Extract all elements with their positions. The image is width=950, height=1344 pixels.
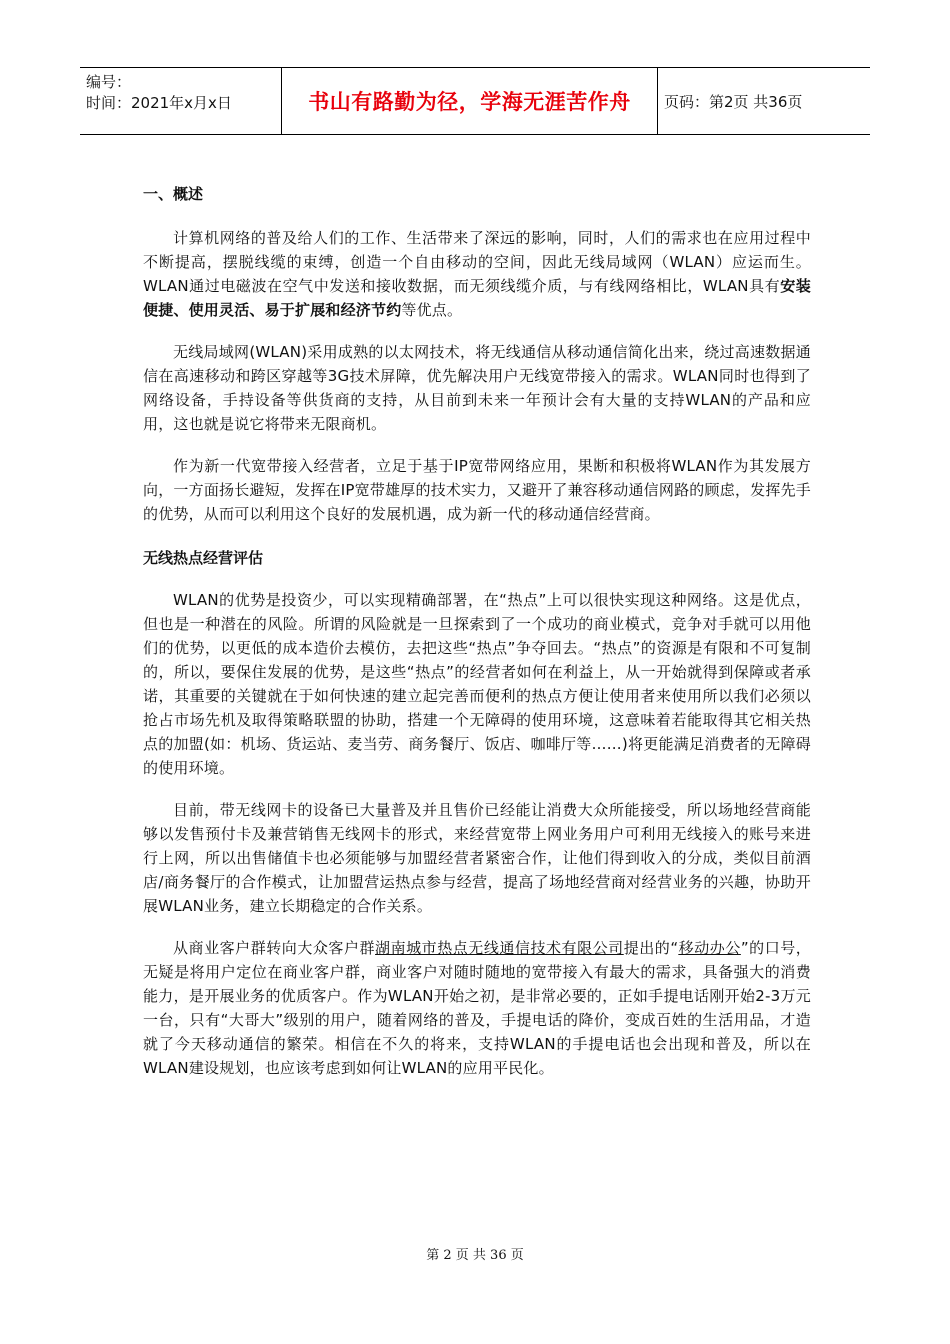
paragraph-4: WLAN的优势是投资少，可以实现精确部署，在“热点”上可以很快实现这种网络。这是优点，但也是一种潜在的风险。所谓的风险就是一旦探索到了一个成功的商业模式，竞争对手就可以用他们的优势，以更低的成本造价去模仿，去把这些“热点”争夺回去。“热点”的资源是有限和不可复制的，所以，要保住发展的优势，是这些“热点”的经营者如何在利益上，从一开始就得到保障或者承诺，其重要的关键就在于如何快速的建立起完善而便利的热点方便让使用者来使用所以我们必须以抢占市场先机及取得策略联盟的协助，搭建一个无障碍的使用环境，这意味着若能取得其它相关热点的加盟(如：机场、货运站、麦当劳、商务餐厅、饭店、咖啡厅等……)将更能满足消费者的无障碍的使用环境。: [143, 591, 811, 777]
paragraph-2: 无线局域网(WLAN)采用成熟的以太网技术，将无线通信从移动通信简化出来，绕过高速数据通信在高速移动和跨区穿越等3G技术屏障，优先解决用户无线宽带接入的需求。WLAN同时也得到了网络设备，手持设备等供货商的支持，从目前到未来一年预计会有大量的支持WLAN的产品和应用，这也就是说它将带来无限商机。: [143, 343, 811, 433]
section-title-overview: 一、概述: [143, 185, 204, 203]
document-number-label: 编号：: [86, 73, 132, 91]
document-body: [143, 180, 811, 1098]
paragraph-1: [143, 226, 811, 322]
paragraph-6: [143, 936, 811, 1080]
paragraph-1-bold: 安装便捷、使用灵活、易于扩展和经济节约: [143, 277, 812, 319]
paragraph-1-text-b: 等优点。: [401, 301, 463, 319]
company-link[interactable]: 湖南城市热点无线通信技术有限公司: [375, 939, 624, 957]
document-time-label: 时间：2021年x月x日: [86, 94, 232, 112]
page-footer: 第 2 页 共 36 页: [426, 1248, 524, 1263]
header-page-number: 页码：第2页 共36页: [664, 92, 803, 111]
mobile-office-link[interactable]: 移动办公: [678, 939, 741, 957]
paragraph-6-text-c: ”的口号，无疑是将用户定位在商业客户群，商业客户对随时随地的宽带接入有最大的需求，具备强大的消费能力，是开展业务的优质客户。作为WLAN开始之初，是非常必要的，正如手提电话刚开始2-3万元一台，只有“大哥大”级别的用户，随着网络的普及，手提电话的降价，变成百姓的生活用品，才造就了今天移动通信的繁荣。相信在不久的将来，支持WLAN的手提电话也会出现和普及，所以在WLAN建设规划，也应该考虑到如何让WLAN的应用平民化。: [143, 939, 811, 1077]
paragraph-3: 作为新一代宽带接入经营者，立足于基于IP宽带网络应用，果断和积极将WLAN作为其发展方向，一方面扬长避短，发挥在IP宽带雄厚的技术实力，又避开了兼容移动通信网路的顾虑，发挥先手的优势，从而可以利用这个良好的发展机遇，成为新一代的移动通信经营商。: [143, 457, 811, 523]
section-title-hotspot: 无线热点经营评估: [143, 549, 264, 567]
header-meta: [80, 68, 282, 134]
paragraph-5: 目前，带无线网卡的设备已大量普及并且售价已经能让消费大众所能接受，所以场地经营商能够以发售预付卡及兼营销售无线网卡的形式，来经营宽带上网业务用户可利用无线接入的账号来进行上网，所以出售储值卡也必须能够与加盟经营者紧密合作，让他们得到收入的分成，类似目前酒店/商务餐厅的合作模式，让加盟营运热点参与经营，提高了场地经营商对经营业务的兴趣，协助开展WLAN业务，建立长期稳定的合作关系。: [143, 801, 811, 915]
header-motto: 书山有路勤为径，学海无涯苦作舟: [282, 68, 658, 134]
paragraph-6-text-b: 提出的“: [623, 939, 679, 957]
document-header: [80, 67, 870, 135]
paragraph-6-text-a: 从商业客户群转向大众客户群: [173, 939, 376, 957]
paragraph-1-text-a: 计算机网络的普及给人们的工作、生活带来了深远的影响，同时，人们的需求也在应用过程中不断提高，摆脱线缆的束缚，创造一个自由移动的空间，因此无线局域网（WLAN）应运而生。WLAN通过电磁波在空气中发送和接收数据，而无须线缆介质，与有线网络相比，WLAN具有: [143, 229, 811, 295]
